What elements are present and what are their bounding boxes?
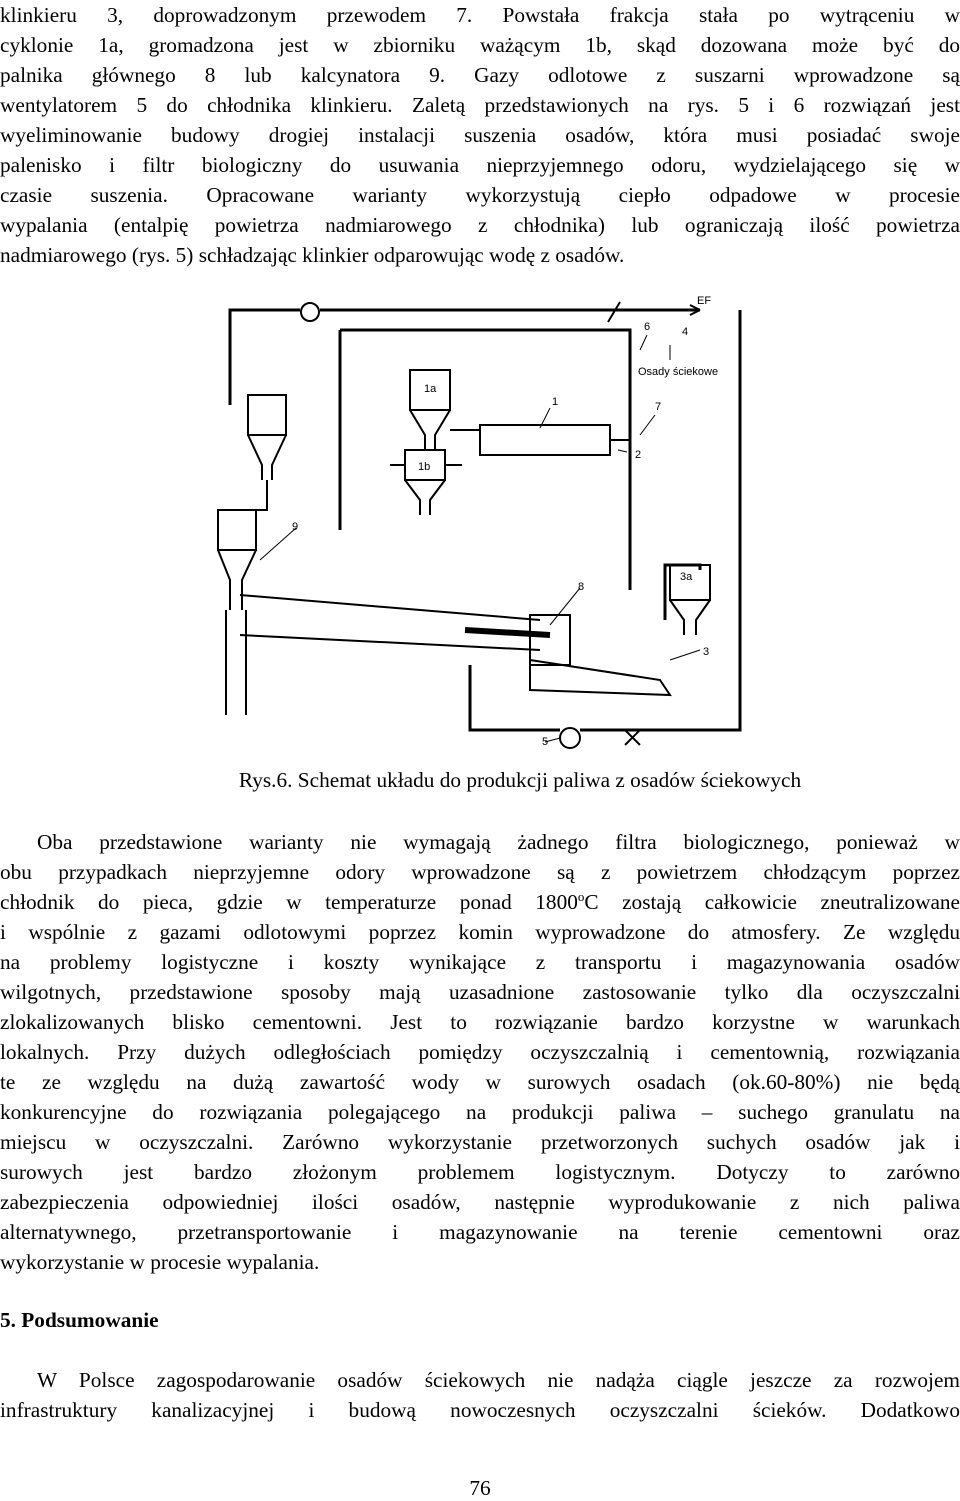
label-9: 9 [292, 521, 299, 533]
main-burner [465, 630, 550, 635]
label-3a: 3a [680, 571, 693, 583]
figure-caption-text: Rys.6. Schemat układu do produkcji paliwa z osadów ściekowych [238, 768, 802, 792]
text-line: palnika głównego 8 lub kalcynatora 9. Gazy odlotowe z suszarni wprowadzone są [0, 63, 960, 87]
label-4: 4 [682, 326, 689, 338]
text-line: wypalania (entalpię powietrza nadmiarowego z chłodnika) lub ograniczają ilość powietrza [0, 213, 960, 237]
text-line: klinkieru 3, doprowadzonym przewodem 7. Powstała frakcja stała po wytrąceniu w [0, 3, 960, 27]
degree-superscript: o [577, 888, 585, 904]
text-line: i wspólnie z gazami odlotowymi poprzez komin wyprowadzone do atmosfery. Ze względu [0, 920, 960, 944]
label-5: 5 [542, 736, 549, 748]
label-1: 1 [552, 396, 559, 408]
text-line: lokalnych. Przy dużych odległościach pomiędzy oczyszczalnią i cementownią, rozwiązania [0, 1040, 960, 1064]
text-line: Oba przedstawione warianty nie wymagają żadnego filtra biologicznego, ponieważ w [37, 830, 960, 854]
text-line: zabezpieczenia odpowiedniej ilości osadów, następnie wyprodukowanie z nich paliwa [0, 1190, 960, 1214]
text-line: palenisko i filtr biologiczny do usuwania nieprzyjemnego odoru, wydzielającego się w [0, 153, 960, 177]
text-line: nadmiarowego (rys. 5) schładzając klinkier odparowując wodę z osadów. [0, 243, 625, 267]
text-line: infrastruktury kanalizacyjnej i budową nowoczesnych oczyszczalni ścieków. Dodatkowo [0, 1398, 960, 1422]
text-line-with-superscript [0, 887, 960, 917]
valve-bottom [625, 730, 640, 745]
rotary-kiln [240, 595, 570, 665]
label-1a: 1a [424, 383, 437, 395]
text-line: na problemy logistyczne i koszty wynikające z transportu i magazynowania osadów [0, 950, 960, 974]
return-duct [340, 330, 630, 590]
text-line: konkurencyjne do rozwiązania polegającego na produkcji paliwa – suchego granulatu na [0, 1100, 960, 1124]
text-line: wyeliminowanie budowy drogiej instalacji suszenia osadów, która musi posiadać swoje [0, 123, 960, 147]
paragraph-summary [0, 1365, 960, 1425]
text-line: W Polsce zagospodarowanie osadów ściekowych nie nadąża ciągle jeszcze za rozwojem [37, 1368, 960, 1392]
text-line: te ze względu na dużą zawartość wody w surowych osadach (ok.60-80%) nie będą [0, 1070, 960, 1094]
text-line: surowych jest bardzo złożonym problemem logistycznym. Dotyczy to zarówno [0, 1160, 960, 1184]
preheater-cyclone [218, 395, 286, 610]
label-ef: EF [697, 295, 712, 307]
fan-top [301, 303, 319, 321]
paragraph-intro [0, 0, 960, 270]
figure-caption [0, 765, 960, 795]
weighing-tank-1b [390, 450, 462, 515]
dryer-1 [450, 425, 630, 455]
text-segment: C zostają całkowicie zneutralizowane [584, 890, 960, 914]
label-3: 3 [703, 646, 710, 658]
text-line: wilgotnych, przedstawione sposoby mają uzasadnione zastosowanie tylko dla oczyszczalni [0, 980, 960, 1004]
text-segment: chłodnik do pieca, gdzie w temperaturze ponad 1800 [0, 890, 578, 914]
label-8: 8 [578, 581, 585, 593]
text-line: miejscu w oczyszczalni. Zarówno wykorzystanie przetworzonych suchych osadów jak i [0, 1130, 960, 1154]
label-sewage-sludge: Osady ściekowe [638, 366, 719, 378]
label-2: 2 [635, 449, 642, 461]
text-line: cyklonie 1a, gromadzona jest w zbiorniku ważącym 1b, skąd dozowana może być do [0, 33, 960, 57]
text-line: wykorzystanie w procesie wypalania. [0, 1250, 320, 1274]
text-line: czasie suszenia. Opracowane warianty wykorzystują ciepło odpadowe w procesie [0, 183, 960, 207]
text-line: alternatywnego, przetransportowanie i magazynowanie na terenie cementowni oraz [0, 1220, 960, 1244]
page-number: 76 [469, 1476, 491, 1500]
label-7: 7 [655, 401, 662, 413]
text-line: obu przypadkach nieprzyjemne odory wprowadzone są z powietrzem chłodzącym poprzez [0, 860, 960, 884]
label-6: 6 [644, 321, 651, 333]
fan-bottom [560, 728, 580, 748]
cyclone-1a [410, 370, 450, 450]
text-line: zlokalizowanych blisko cementowni. Jest to rozwiązanie bardzo korzystne w warunkach [0, 1010, 960, 1034]
section-heading: 5. Podsumowanie [0, 1308, 159, 1332]
bottom-duct [470, 665, 560, 730]
label-1b: 1b [418, 461, 431, 473]
exhaust-duct [230, 310, 300, 405]
paragraph-main [0, 827, 960, 1277]
valve-6 [608, 302, 620, 322]
process-schematic-figure [200, 290, 760, 765]
text-line: wentylatorem 5 do chłodnika klinkieru. Zaletą przedstawionych na rys. 5 i 6 rozwiązań jest [0, 93, 960, 117]
